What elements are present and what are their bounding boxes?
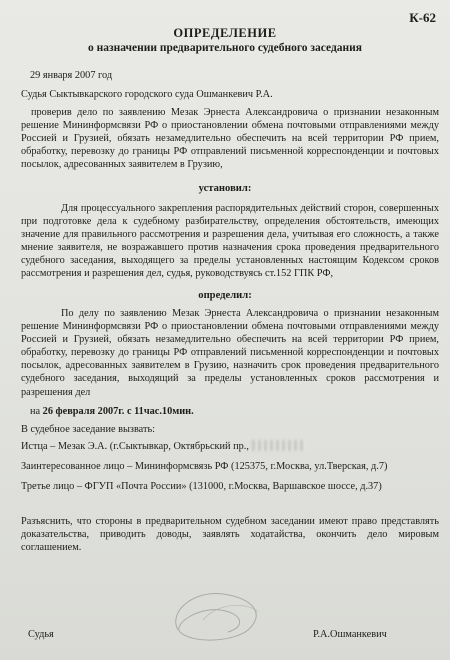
form-code: К-62: [409, 10, 436, 25]
hearing-date-prefix: на: [30, 406, 41, 417]
judge-line: Судья Сыктывкарского городского суда Ошманкевич Р.А.: [21, 89, 273, 100]
party-plaintiff: Истца – Мезак Э.А. (г.Сыктывкар, Октябрьский пр.,: [21, 441, 249, 452]
judge-name: Р.А.Ошманкевич: [313, 629, 387, 640]
hearing-date-line: [30, 405, 194, 418]
document-subtitle: о назначении предварительного судебного заседания: [87, 42, 363, 54]
explain-paragraph: Разъяснить, что стороны в предварительном судебном заседании имеют право представлять доказательства, приводить доводы, заявлять ходатайства, окончить дело мировым соглашением.: [21, 516, 439, 554]
signature-label: Судья: [28, 629, 54, 640]
established-heading: установил:: [198, 183, 252, 194]
intro-paragraph: проверив дело по заявлению Мезак Эрнеста Александровича о признании незаконным решение Мининформсвязи РФ о приостановлении обмена почтовыми отправлениями между Россией и Грузией, обязать незамедлительно обеспечить на всей территории РФ прием, обработку, перевозку до границы РФ отправлений письменной корреспонденции и почтовых посылок, адресованных заявителем в Грузию,: [21, 107, 439, 171]
decided-heading: определил:: [198, 290, 252, 301]
hearing-date: 26 февраля 2007г. с 11час.10мин.: [42, 406, 194, 417]
signature-scribble: [148, 572, 288, 652]
decided-paragraph: По делу по заявлению Мезак Эрнеста Александровича о признании незаконным решение Мининформсвязи РФ о приостановлении обмена почтовыми отправлениями между Россией и Грузией, обязать незамедлительно обеспечить на всей территории РФ прием, обработку, перевозку до границы РФ отправлений письменной корреспонденции и почтовых посылок, адресованных заявителем в Грузию, назначить срок проведения предварительного судебного заседания, выходящий за пределы установленных сроков рассмотрения и разрешения дел: [21, 308, 439, 398]
summon-line: В судебное заседание вызвать:: [21, 424, 156, 435]
party-plaintiff-line: [21, 440, 306, 453]
party-third: Третье лицо – ФГУП «Почта России» (131000, г.Москва, Варшавское шоссе, д.37): [21, 481, 382, 492]
document-title: ОПРЕДЕЛЕНИЕ: [173, 26, 277, 40]
redacted-address: [252, 440, 306, 451]
party-interested: Заинтересованное лицо – Мининформсвязь РФ (125375, г.Москва, ул.Тверская, д.7): [21, 461, 388, 472]
document-date: 29 января 2007 год: [30, 70, 113, 81]
established-paragraph: Для процессуального закрепления распорядительных действий сторон, совершенных при подготовке дела к судебному разбирательству, определения обстоятельств, имеющих значение для правильного рассмотрения и разрешения дела, учитывая его сложность, а также мнение заявителя, не возражавшего против назначения срока проведения предварительного судебного заседания, выходящего за пределы установленных настоящим Кодексом сроков рассмотрения и разрешения дел, судья, руководствуясь ст.152 ГПК РФ,: [21, 203, 439, 280]
